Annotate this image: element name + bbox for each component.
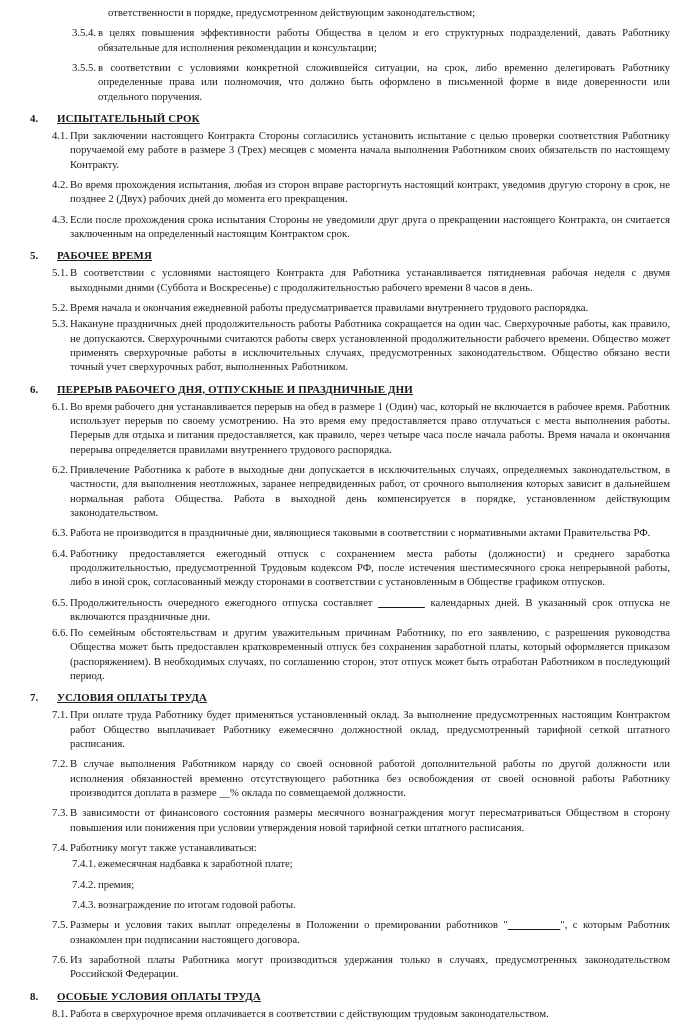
section-number: 7. [30, 692, 39, 705]
clause-text-after-blank: ", с которым Работник ознакомлен при подписании настоящего договора. [70, 919, 670, 946]
clause-item [30, 400, 670, 457]
section-title: РАБОЧЕЕ ВРЕМЯ [57, 250, 152, 263]
clause-item [30, 708, 670, 751]
clause-text-before-blank: Размеры и условия таких выплат определены в Положении о премировании работников " [70, 919, 508, 932]
clause-item [30, 213, 670, 242]
section-heading [30, 991, 670, 1003]
clause-item [30, 1007, 670, 1021]
clause-text: Работа в сверхурочное время оплачивается в соответствии с действующим трудовым законодательством. [70, 1007, 549, 1020]
clause-number: 5.2. [52, 301, 69, 314]
section-heading [30, 250, 670, 262]
clause-number: 6.3. [52, 527, 69, 540]
clause-text [70, 596, 670, 625]
section-number: 6. [30, 383, 39, 396]
clause-text-before-blank: Продолжительность очередного ежегодного отпуска составляет [70, 596, 379, 609]
clause-number: 6.4. [52, 547, 69, 560]
clause-number: 7.4. [52, 842, 69, 855]
clause-number: 7.6. [52, 954, 69, 967]
clause-text: Во время прохождения испытания, любая из сторон вправе расторгнуть настоящий контракт, уведомив другую сторону в срок, не позднее 2 (Двух) рабочих дней до момента его прекращения. [70, 178, 670, 206]
clause-text: В случае выполнения Работником наряду со своей основной работой дополнительной работы по другой должности или исполнения обязанностей временно отсутствующего работника без освобождения от своей основной работы Работнику производится доплата в размере __% оклада по совмещаемой должности. [70, 758, 670, 800]
clause-text: Привлечение Работника к работе в выходные дни допускается в исключительных случаях, определяемых законодательством, в частности, для выполнения неотложных, заранее непредвиденных работ, от срочного выполнения которых зависит в дальнейшем нормальная работа Общества. Работа в выходной день компенсируется в порядке, установленном действующим законодательством. [70, 463, 670, 519]
section-title: УСЛОВИЯ ОПЛАТЫ ТРУДА [57, 692, 208, 705]
clause-text [70, 918, 670, 947]
paragraph-continuation: ответственности в порядке, предусмотренном действующим законодательством; [108, 7, 476, 19]
clause-item [30, 953, 670, 982]
section-title: ПЕРЕРЫВ РАБОЧЕГО ДНЯ, ОТПУСКНЫЕ И ПРАЗДНИЧНЫЕ ДНИ [57, 383, 413, 396]
clause-item [30, 317, 670, 374]
clause-item [30, 757, 670, 800]
clause-item [30, 841, 670, 855]
sub-clause-item [30, 857, 670, 871]
section-heading [30, 384, 670, 396]
clause-text: Работнику предоставляется ежегодный отпуск с сохранением места работы (должности) и среднего заработка продолжительностью, предусмотренной Трудовым кодексом РФ, после истечения шестимесячного срока непрерывной работы, либо в иной срок, согласованный между сторонами в соответствии с установленным в Обществе графиком отпусков. [70, 547, 670, 589]
clause-text: В соответствии с условиями настоящего Контракта для Работника устанавливается пятидневная рабочая неделя с двумя выходными днями (Суббота и Воскресенье) с продолжительностью рабочего времени 8 часов в день. [70, 267, 670, 294]
section-number: 4. [30, 112, 39, 125]
section-title: ИСПЫТАТЕЛЬНЫЙ СРОК [57, 112, 200, 125]
fill-in-blank[interactable]: _________ [507, 919, 561, 932]
fill-in-blank[interactable]: ________ [378, 596, 425, 609]
clause-text: ежемесячная надбавка к заработной плате; [98, 858, 293, 871]
clause-text: В зависимости от финансового состояния размеры месячного вознаграждения могут пересматриваться Обществом в сторону повышения или понижения при условии утверждения новой тарифной сетки штатного расписания. [70, 807, 670, 834]
clause-text: При заключении настоящего Контракта Стороны согласились установить испытание с целью проверки соответствия Работнику поручаемой ему работе в размере 3 (Трех) месяцев с момента начала выполнения Работником своих обязательств по настоящему Контракту. [70, 129, 670, 171]
clause-item [30, 178, 670, 207]
clause-item [30, 626, 670, 683]
sub-clause-item [30, 61, 670, 104]
clause-number: 5.3. [52, 318, 69, 331]
clause-item [30, 547, 670, 590]
clause-number: 7.3. [52, 807, 69, 820]
clause-number: 7.4.3. [72, 899, 97, 912]
clause-text: Работа не производится в праздничные дни, являющиеся таковыми в соответствии с нормативными актами Правительства РФ. [70, 527, 651, 540]
document-body [30, 6, 670, 1027]
clause-number: 4.2. [52, 178, 69, 191]
clause-text: в соответствии с условиями конкретной сложившейся ситуации, на срок, либо временно делегировать Работнику определенные права или полномочия, что должно быть оформлено в письменной форме в виде доверенности или отдельного поручения. [98, 61, 670, 103]
clause-item [30, 918, 670, 947]
clause-item [30, 463, 670, 520]
clause-text-after-blank: календарных дней. В указанный срок отпуска не включаются праздничные дни. [70, 596, 670, 623]
clause-number: 3.5.5. [72, 61, 97, 74]
clause-item [30, 806, 670, 835]
clause-number: 5.1. [52, 267, 69, 280]
clause-text: Время начала и окончания ежедневной работы предусматривается правилами внутреннего трудового распорядка. [70, 301, 589, 314]
clause-number: 4.3. [52, 213, 69, 226]
clause-item [30, 301, 670, 315]
clause-item [30, 526, 670, 540]
section-heading [30, 113, 670, 125]
sub-clause-item [30, 898, 670, 912]
clause-number: 7.4.2. [72, 878, 97, 891]
clause-number: 6.1. [52, 400, 69, 413]
clause-number: 7.2. [52, 758, 69, 771]
section-title: ОСОБЫЕ УСЛОВИЯ ОПЛАТЫ ТРУДА [57, 990, 261, 1003]
clause-number: 7.5. [52, 919, 69, 932]
sub-clause-item [30, 878, 670, 892]
clause-item [30, 266, 670, 295]
section-heading [30, 692, 670, 704]
clause-number: 4.1. [52, 129, 69, 142]
clause-number: 7.4.1. [72, 858, 97, 871]
clause-text: премия; [98, 878, 135, 891]
clause-text: Если после прохождения срока испытания Стороны не уведомили друг друга о прекращении настоящего Контракта, он считается заключенным на определенный настоящим Контрактом срок. [70, 213, 670, 240]
clause-number: 3.5.4. [72, 27, 97, 40]
clause-number: 6.5. [52, 596, 69, 609]
clause-text: При оплате труда Работнику будет применяться установленный оклад. За выполнение предусмотренных настоящим Контрактом работ Общество выплачивает Работнику ежемесячно должностной оклад, предусмотренный тарифной сеткой штатного расписания. [70, 709, 670, 751]
clause-number: 7.1. [52, 709, 69, 722]
clause-item [30, 596, 670, 625]
section-number: 5. [30, 250, 39, 263]
clause-text: Во время рабочего дня устанавливается перерыв на обед в размере 1 (Один) час, который не включается в рабочее время. Работник использует перерыв по своему усмотрению. На это время ему предоставляется право отлучаться с места выполнения работы. Перерыв для отдыха и питания предоставляется, как правило, через четыре часа после начала работы. Время начала и окончания перерыва определяется правилами внутреннего трудового распорядка. [70, 400, 670, 456]
clause-text: Накануне праздничных дней продолжительность работы Работника сокращается на один час. Сверхурочные работы, как правило, не допускаются. Сверхурочными считаются работы сверх установленной продолжительности рабочего времени. Общество может применять сверхурочные работы в исключительных случаях, предусмотренных законодательством. Общество обязано вести точный учет сверхурочных работ, выполненных Работником. [70, 318, 670, 374]
clause-text: вознаграждение по итогам годовой работы. [98, 899, 296, 912]
sub-clause-item [30, 26, 670, 55]
clause-list [30, 26, 670, 1021]
clause-text: Работнику могут также устанавливаться: [70, 842, 257, 855]
clause-text: в целях повышения эффективности работы Общества в целом и его структурных подразделений, давать Работнику обязательные для исполнения рекомендации и консультации; [98, 27, 670, 54]
clause-number: 6.2. [52, 463, 69, 476]
section-number: 8. [30, 990, 39, 1003]
clause-item [30, 129, 670, 172]
clause-number: 6.6. [52, 627, 69, 640]
clause-number: 8.1. [52, 1007, 69, 1020]
clause-text: По семейным обстоятельствам и другим уважительным причинам Работнику, по его заявлению, с разрешения руководства Общества может быть предоставлен кратковременный отпуск без сохранения заработной платы, который оформляется приказом (распоряжением). В необходимых случаях, по соглашению сторон, этот отпуск может быть отработан Работником в последующий период. [70, 627, 670, 683]
clause-text: Из заработной платы Работника могут производиться удержания только в случаях, предусмотренных законодательством Российской Федерации. [70, 954, 670, 981]
